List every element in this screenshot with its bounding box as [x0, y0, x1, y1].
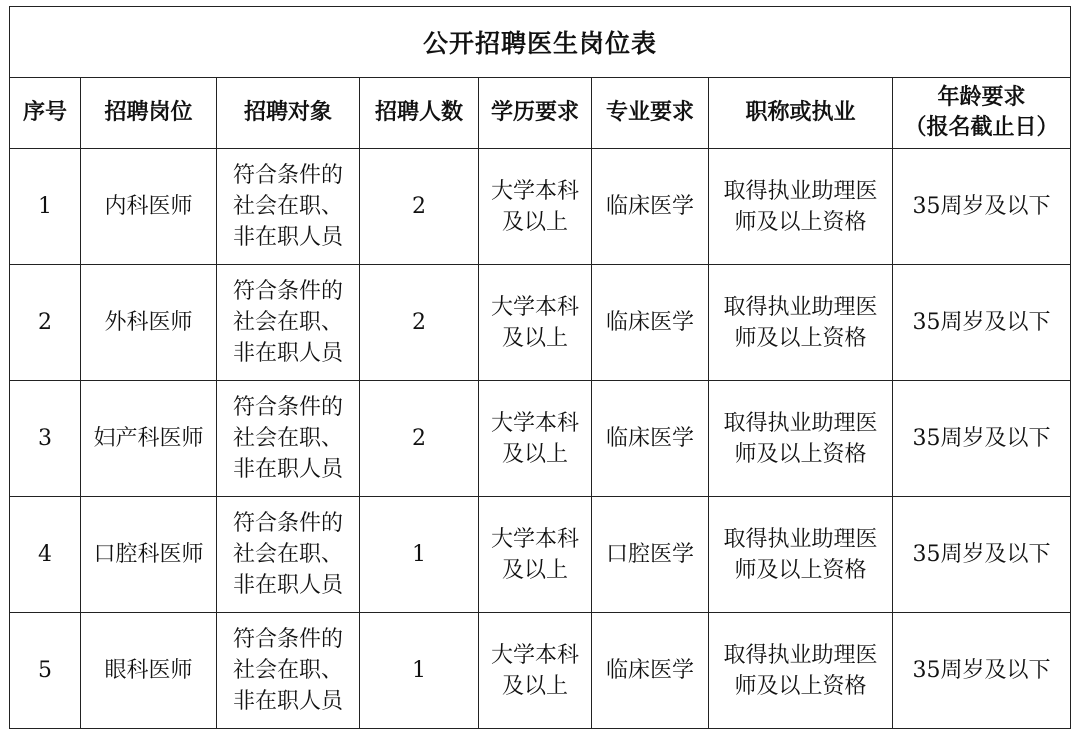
cell-qualification [709, 613, 893, 729]
cell-index: 5 [10, 613, 81, 729]
header-age-line2: （报名截止日） [904, 115, 1059, 140]
cell-index: 3 [10, 381, 81, 497]
table-row [10, 613, 1071, 729]
cell-education-line: 及以上 [501, 441, 568, 467]
header-position: 招聘岗位 [81, 78, 217, 149]
cell-qualification-line: 取得执业助理医 [723, 178, 878, 204]
cell-target-line: 非在职人员 [232, 573, 343, 598]
table-row [10, 265, 1071, 381]
cell-major: 临床医学 [592, 613, 709, 729]
header-age-line1: 年龄要求 [937, 85, 1026, 110]
table-row [10, 149, 1071, 265]
cell-education-line: 大学本科 [490, 294, 579, 320]
cell-qualification [709, 265, 893, 381]
header-education: 学历要求 [479, 78, 592, 149]
cell-education [479, 497, 592, 613]
cell-age: 35周岁及以下 [893, 381, 1071, 497]
cell-education [479, 613, 592, 729]
cell-education [479, 265, 592, 381]
cell-position: 外科医师 [81, 265, 217, 381]
cell-qualification-line: 师及以上资格 [734, 557, 867, 583]
cell-target-line: 非在职人员 [232, 689, 343, 714]
cell-age: 35周岁及以下 [893, 149, 1071, 265]
cell-education-line: 及以上 [501, 325, 568, 351]
cell-qualification [709, 381, 893, 497]
cell-target [217, 149, 360, 265]
cell-target-line: 符合条件的 [232, 279, 343, 304]
cell-education-line: 大学本科 [490, 410, 579, 436]
header-index: 序号 [10, 78, 81, 149]
header-row [10, 78, 1071, 149]
cell-index: 2 [10, 265, 81, 381]
cell-position: 内科医师 [81, 149, 217, 265]
header-qualification: 职称或执业 [709, 78, 893, 149]
cell-qualification-line: 取得执业助理医 [723, 526, 878, 552]
cell-education-line: 大学本科 [490, 642, 579, 668]
table-row [10, 497, 1071, 613]
cell-target-line: 非在职人员 [232, 457, 343, 482]
cell-position: 眼科医师 [81, 613, 217, 729]
cell-qualification-line: 取得执业助理医 [723, 642, 878, 668]
cell-count: 1 [360, 613, 479, 729]
cell-age: 35周岁及以下 [893, 613, 1071, 729]
header-major: 专业要求 [592, 78, 709, 149]
cell-education-line: 大学本科 [490, 526, 579, 552]
cell-major: 口腔医学 [592, 497, 709, 613]
cell-target [217, 497, 360, 613]
cell-target [217, 265, 360, 381]
cell-target-line: 社会在职、 [232, 426, 343, 451]
cell-target [217, 381, 360, 497]
cell-major: 临床医学 [592, 149, 709, 265]
cell-position: 妇产科医师 [81, 381, 217, 497]
cell-qualification-line: 师及以上资格 [734, 209, 867, 235]
cell-target-line: 非在职人员 [232, 341, 343, 366]
cell-qualification-line: 师及以上资格 [734, 673, 867, 699]
header-target: 招聘对象 [217, 78, 360, 149]
cell-education-line: 及以上 [501, 209, 568, 235]
cell-education-line: 及以上 [501, 673, 568, 699]
cell-education [479, 381, 592, 497]
cell-target-line: 社会在职、 [232, 542, 343, 567]
recruitment-table [9, 6, 1071, 729]
cell-age: 35周岁及以下 [893, 265, 1071, 381]
cell-qualification [709, 149, 893, 265]
cell-age: 35周岁及以下 [893, 497, 1071, 613]
cell-count: 2 [360, 381, 479, 497]
table-title: 公开招聘医生岗位表 [10, 7, 1071, 78]
cell-qualification-line: 师及以上资格 [734, 441, 867, 467]
cell-education [479, 149, 592, 265]
cell-count: 2 [360, 265, 479, 381]
cell-major: 临床医学 [592, 265, 709, 381]
cell-target-line: 符合条件的 [232, 627, 343, 652]
cell-position: 口腔科医师 [81, 497, 217, 613]
cell-target-line: 社会在职、 [232, 310, 343, 335]
table-body [10, 149, 1071, 729]
cell-count: 1 [360, 497, 479, 613]
cell-target-line: 符合条件的 [232, 163, 343, 188]
cell-target-line: 非在职人员 [232, 225, 343, 250]
cell-education-line: 及以上 [501, 557, 568, 583]
cell-qualification [709, 497, 893, 613]
header-count: 招聘人数 [360, 78, 479, 149]
cell-index: 1 [10, 149, 81, 265]
table-row [10, 381, 1071, 497]
cell-target-line: 符合条件的 [232, 395, 343, 420]
header-age [893, 78, 1071, 149]
cell-target-line: 社会在职、 [232, 658, 343, 683]
cell-qualification-line: 取得执业助理医 [723, 294, 878, 320]
cell-count: 2 [360, 149, 479, 265]
cell-qualification-line: 师及以上资格 [734, 325, 867, 351]
cell-qualification-line: 取得执业助理医 [723, 410, 878, 436]
cell-education-line: 大学本科 [490, 178, 579, 204]
cell-major: 临床医学 [592, 381, 709, 497]
title-row [10, 7, 1071, 78]
cell-target-line: 符合条件的 [232, 511, 343, 536]
cell-target-line: 社会在职、 [232, 194, 343, 219]
cell-index: 4 [10, 497, 81, 613]
cell-target [217, 613, 360, 729]
